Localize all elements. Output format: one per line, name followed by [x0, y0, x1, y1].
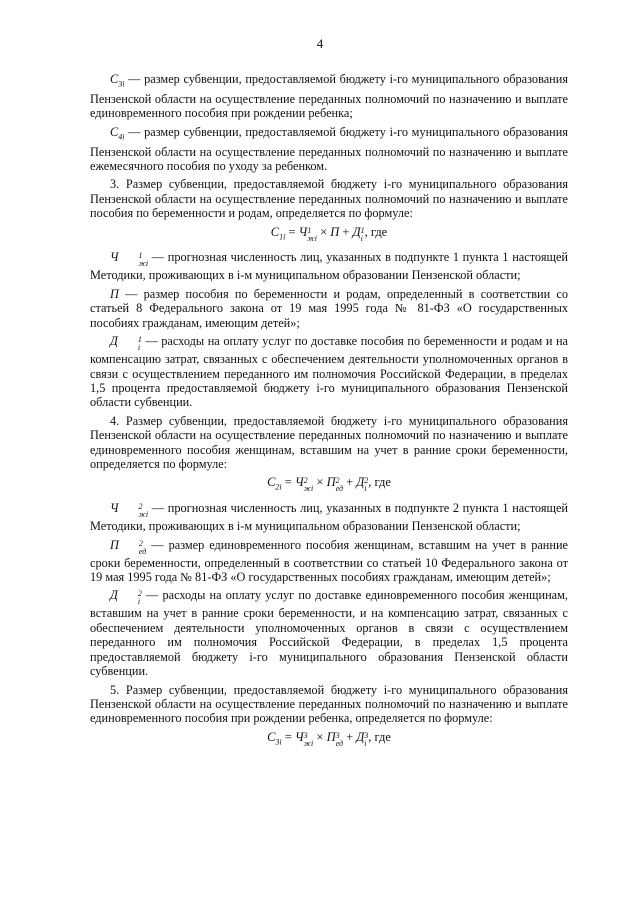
definition-d2: Д 2 i — расходы на оплату услуг по доставке единовременного пособия женщинам, вставшим на учет в ранние сроки беременности, и на компенсацию затрат, связанных с обеспечением деятельности уполномоченных органов в связи с осуществлением переданного им полномочия Российской Федерации, в пределах 1,5 процента предоставляемой бюджету i-го муниципального образования Пензенской области субвенции. — [90, 588, 568, 679]
formula-c1i: $C_{1i} = Ч$ 1 жi × П + Д 1 i , где — [270, 224, 388, 243]
definition-c3i: $C_{3i}$ — размер субвенции, предоставляемой бюджету i-го муниципального образования Пензенской области на осуществление переданных полномочий по назначению и выплате единовременного пособия при рождении ребенка; — [90, 72, 568, 121]
definition-d1: Д 1 i — расходы на оплату услуг по доставке пособия по беременности и родам и на компенсацию затрат, связанных с обеспечением деятельности уполномоченных органов в связи с осуществлением переданного им полномочия Российской Федерации, в пределах 1,5 процента предоставляемой бюджету i-го муниципального образования Пензенской области субвенции. — [90, 334, 568, 410]
formula-c2i: $C_{2i} = Ч$ 2 жi × П 2 ед + Д 2 i , где — [267, 475, 391, 494]
page-number: 4 — [316, 36, 324, 51]
paragraph-5: 5. Размер субвенции, предоставляемой бюджету i-го муниципального образования Пензенской области на осуществление переданных полномочий по назначению и выплате единовременного пособия при рождении ребенка, определяется по формуле: — [90, 682, 568, 726]
symbol-c4i: $C_{4i}$ — [110, 124, 125, 142]
document-body — [90, 72, 568, 756]
paragraph-4: 4. Размер субвенции, предоставляемой бюджету i-го муниципального образования Пензенской области на осуществление переданных полномочий по назначению и выплате единовременного пособия женщинам, вставшим на учет в ранние сроки беременности, определяется по формуле: — [90, 413, 568, 471]
definition-c4i: $C_{4i}$ — размер субвенции, предоставляемой бюджету i-го муниципального образования Пензенской области на осуществление переданных полномочий по назначению и выплате ежемесячного пособия по уходу за ребенком. — [90, 124, 568, 173]
paragraph-3: 3. Размер субвенции, предоставляемой бюджету i-го муниципального образования Пензенской области на осуществление переданных полномочий по назначению и выплате пособия по беременности и родам, определяется по формуле: — [90, 177, 568, 221]
definition-ch1: Ч 1 жi — прогнозная численность лиц, указанных в подпункте 1 пункта 1 настоящей Методики, проживающих в i-м муниципальном образовании Пензенской области; — [90, 250, 569, 283]
definition-p: П — размер пособия по беременности и родам, определенный в соответствии со статьей 8 Федерального закона от 19 мая 1995 года № 81-ФЗ «О государственных пособиях гражданам, имеющим детей»; — [90, 286, 568, 330]
symbol-c3i: $C_{3i}$ — [110, 72, 125, 89]
definition-ch2: Ч 2 жi — прогнозная численность лиц, указанных в подпункте 2 пункта 1 настоящей Методики, проживающих в i-м муниципальном образовании Пензенской области; — [90, 501, 569, 534]
formula-c3i: $C_{3i} = Ч$ 3 жi × П 3 ед + Д 3 i , где — [267, 729, 391, 748]
definition-p2: П 2 ед — размер единовременного пособия женщинам, вставшим на учет в ранние сроки беременности, определенный в соответствии со статьей 10 Федерального закона от 19 мая 1995 года № 81-ФЗ «О государственных пособиях гражданам, имеющим детей»; — [90, 537, 568, 585]
